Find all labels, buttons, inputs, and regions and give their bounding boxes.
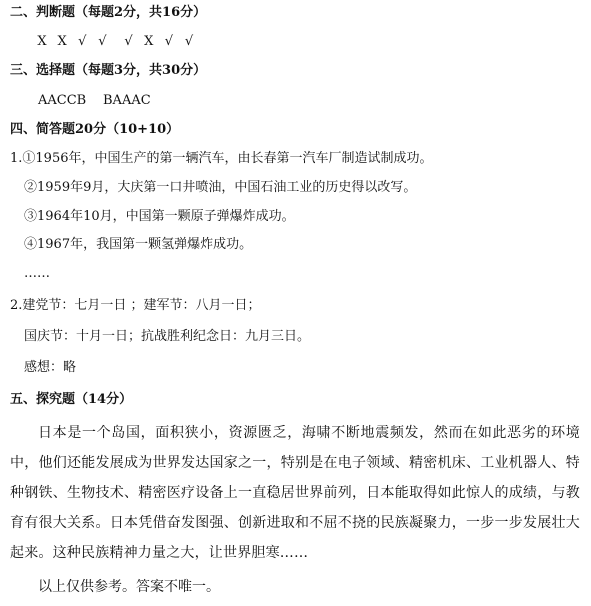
answer-2: X (57, 34, 67, 49)
section5-title: 五、探究题（14分） (10, 392, 133, 407)
section2-title: 二、判断题（每题2分，共16分） (10, 5, 207, 20)
q1-item2: ②1959年9月，大庆第一口井喷油，中国石油工业的历史得以改写。 (24, 180, 417, 195)
q2-line2: 国庆节：十月一日；抗战胜利纪念日：九月三日。 (24, 329, 311, 344)
answer-5: √ (124, 34, 133, 49)
q1-item3: ③1964年10月，中国第一颗原子弹爆炸成功。 (24, 209, 295, 224)
section3-title: 三、选择题（每题3分，共30分） (10, 63, 207, 78)
answer-8: √ (184, 34, 194, 49)
answer-6: X (144, 34, 154, 49)
answer-7: √ (164, 34, 173, 49)
q2-line3: 感想：略 (24, 360, 77, 375)
answer-3: √ (78, 34, 87, 49)
answer-4: √ (98, 34, 107, 49)
section5-paragraph: 日本是一个岛国，面积狭小，资源匮乏，海啸不断地震频发，然而在如此恶劣的环境中，他们还能发展成为世界发达国家之一，特别是在电子领域、精密机床、工业机器人、特种钢铁、生物技术、精密医疗设备上一直稳居世界前列，日本能取得如此惊人的成绩，与教育有很大关系。日本凭借奋发图强、创新进取和不屈不挠的民族凝聚力，一步一步发展壮大起来。这种民族精神力量之大，让世界胆寒…… (10, 425, 580, 561)
section3-answers-a: AACCB (38, 93, 87, 108)
q1-item1: 1.①1956年，中国生产的第一辆汽车，由长春第一汽车厂制造试制成功。 (10, 151, 433, 166)
q2-line1: 2.建党节：七月一日 ；建军节：八月一日； (10, 298, 261, 313)
answer-1: X (37, 34, 47, 49)
section3-answers-b: BAAAC (103, 93, 151, 108)
section2-answers (34, 33, 197, 51)
q1-ellipsis: …… (24, 266, 50, 281)
section5-note: 以上仅供参考。答案不唯一。 (38, 579, 220, 595)
q1-item4: ④1967年，我国第一颗氢弹爆炸成功。 (24, 237, 253, 252)
section4-title: 四、简答题20分（10+10） (10, 122, 180, 137)
